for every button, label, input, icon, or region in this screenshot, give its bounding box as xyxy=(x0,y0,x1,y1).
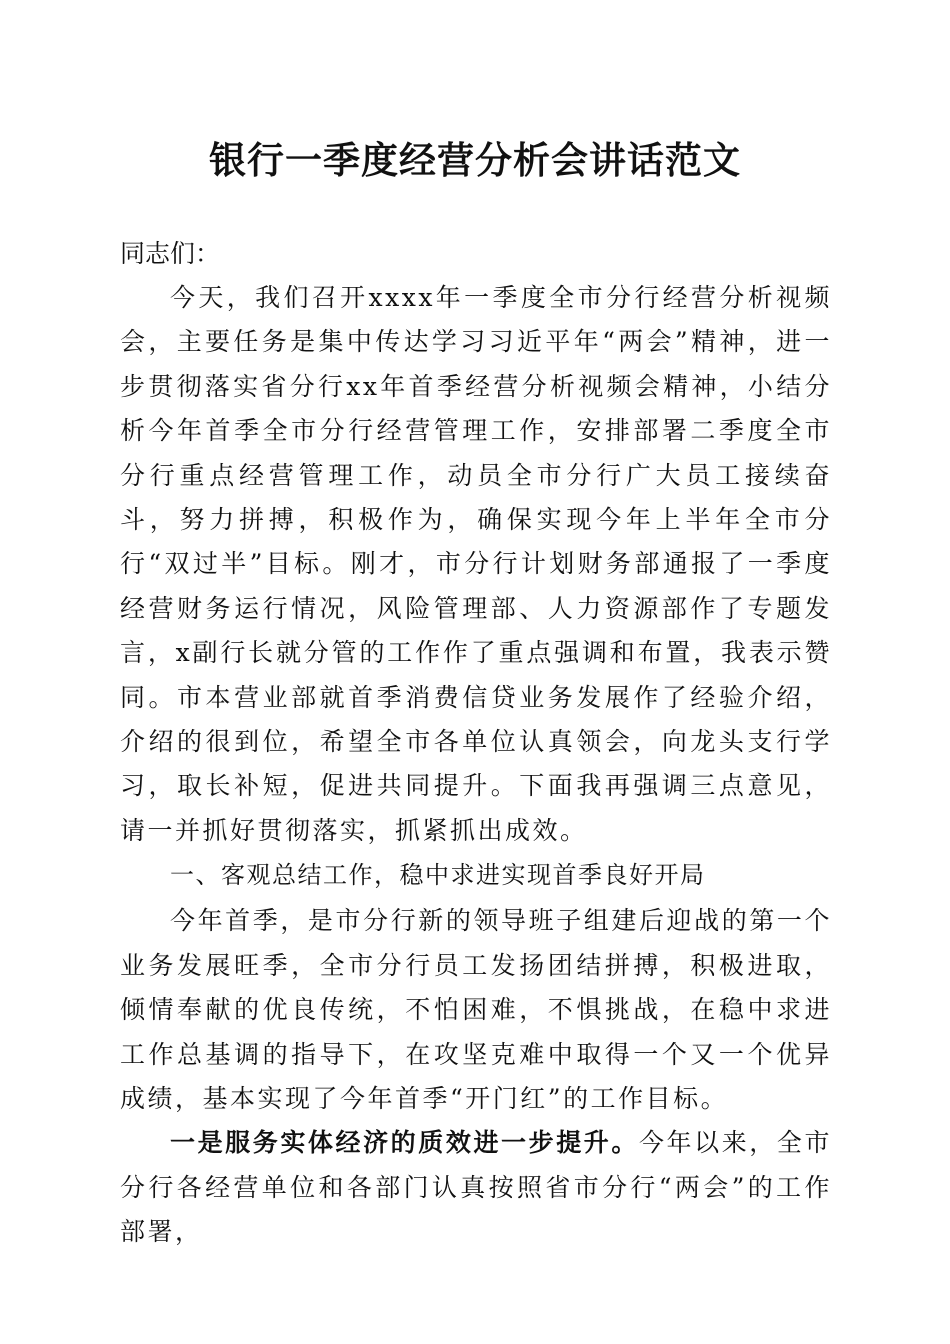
point-1-text: 今年以来，全市分行各经营单位和各部门认真按照省市分行“两会”的工作部署， xyxy=(120,1128,832,1247)
intro-paragraph: 今天，我们召开xxxx年一季度全市分行经营分析视频会，主要任务是集中传达学习习近平年“两会”精神，进一步贯彻落实省分行xx年首季经营分析视频会精神，小结分析今年首季全市分行经营管理工作，安排部署二季度全市分行重点经营管理工作，动员全市分行广大员工接续奋斗，努力拼搏，积极作为，确保实现今年上半年全市分行“双过半”目标。刚才，市分行计划财务部通报了一季度经营财务运行情况，风险管理部、人力资源部作了专题发言，x副行长就分管的工作作了重点强调和布置，我表示赞同。市本营业部就首季消费信贷业务发展作了经验介绍，介绍的很到位，希望全市各单位认真领会，向龙头支行学习，取长补短，促进共同提升。下面我再强调三点意见，请一并抓好贯彻落实，抓紧抓出成效。 xyxy=(120,283,832,845)
section-heading-1: 一、客观总结工作，稳中求进实现首季良好开局 xyxy=(170,861,706,890)
document-title: 银行一季度经营分析会讲话范文 xyxy=(209,138,741,182)
point-1-lead: 一是服务实体经济的质效进一步提升。 xyxy=(170,1128,639,1158)
salutation: 同志们： xyxy=(120,239,221,268)
document-body xyxy=(120,232,832,1255)
point-1-paragraph xyxy=(120,1121,832,1254)
section-1-paragraph: 今年首季，是市分行新的领导班子组建后迎战的第一个业务发展旺季，全市分行员工发扬团结拼搏，积极进取，倾情奉献的优良传统，不怕困难，不惧挑战，在稳中求进工作总基调的指导下，在攻坚克难中取得一个又一个优异成绩，基本实现了今年首季“开门红”的工作目标。 xyxy=(120,906,832,1113)
